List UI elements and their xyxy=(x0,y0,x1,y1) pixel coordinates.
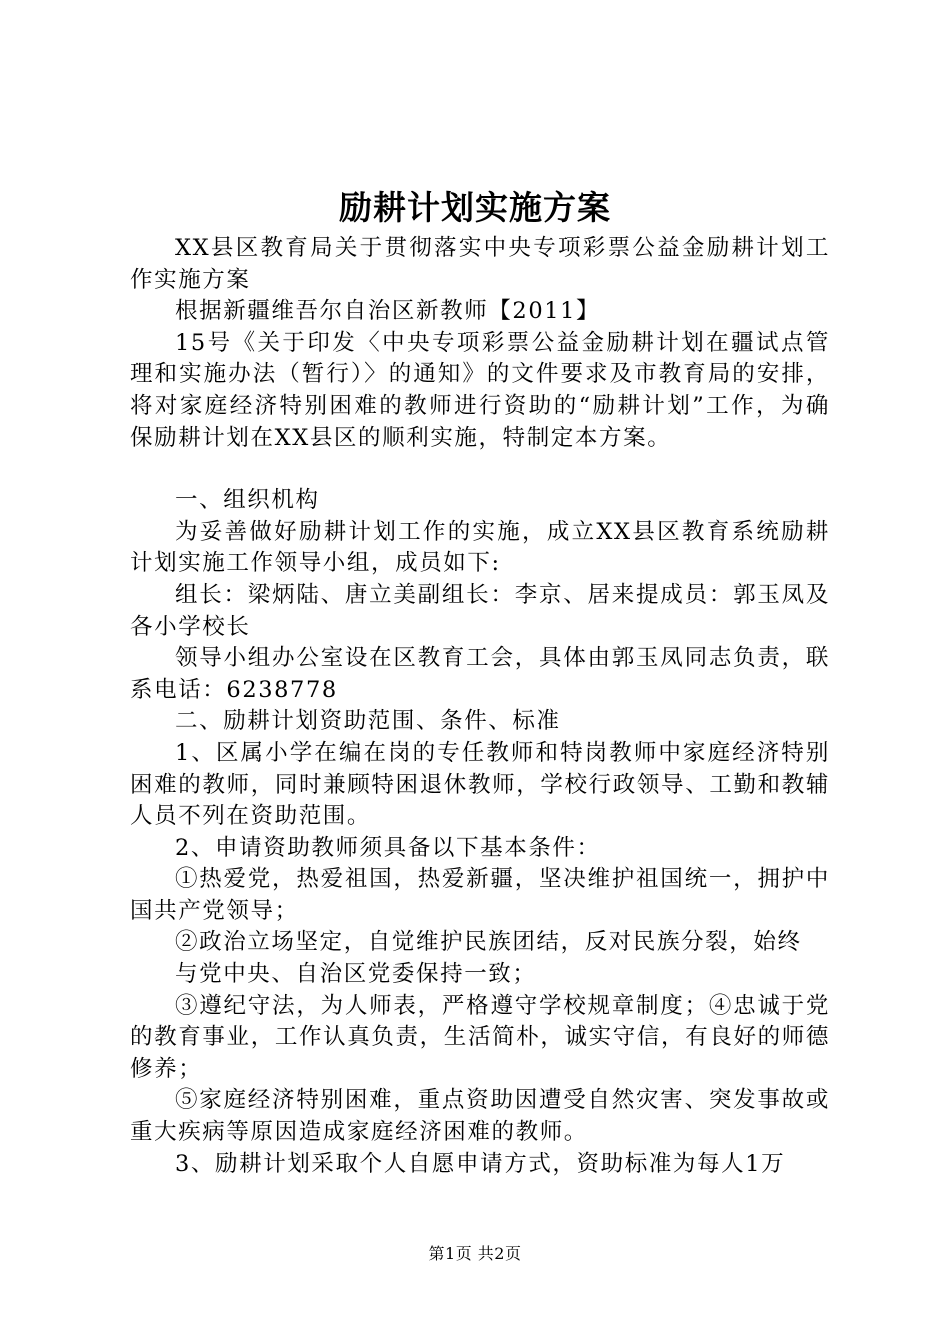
section-heading-scope: 二、励耕计划资助范围、条件、标准 xyxy=(175,708,561,735)
page-number-footer: 第1页 共2页 xyxy=(428,1244,522,1263)
paragraph-standard-3: 3、励耕计划采取个人自愿申请方式，资助标准为每人1万 xyxy=(175,1150,786,1177)
paragraph-condition-2: ②政治立场坚定，自觉维护民族团结，反对民族分裂，始终 xyxy=(175,929,802,956)
paragraph-scope-1: 1、区属小学在编在岗的专任教师和特岗教师中家庭经济特别困难的教师，同时兼顾特困退休教师，学校行政领导、工勤和教辅人员不列在资助范围。 xyxy=(130,739,830,830)
paragraph-group-members: 组长：梁炳陆、唐立美副组长：李京、居来提成员：郭玉凤及各小学校长 xyxy=(130,581,830,640)
paragraph-condition-1: ①热爱党，热爱祖国，热爱新疆，坚决维护祖国统一，拥护中国共产党领导； xyxy=(130,866,830,924)
document-body xyxy=(130,233,830,1180)
paragraph-conditions-2: 2、申请资助教师须具备以下基本条件： xyxy=(175,834,601,861)
paragraph-basis: 根据新疆维吾尔自治区新教师【2011】 xyxy=(175,298,601,325)
section-heading-organization: 一、组织机构 xyxy=(175,487,320,514)
paragraph-condition-5: ⑤家庭经济特别困难，重点资助因遭受自然灾害、突发事故或重大疾病等原因造成家庭经济困难的教师。 xyxy=(130,1087,830,1146)
paragraph-notice-reference: 15号《关于印发〈中央专项彩票公益金励耕计划在疆试点管理和实施办法（暂行）〉的通知》的文件要求及市教育局的安排，将对家庭经济特别困难的教师进行资助的“励耕计划”工作，为确保励耕计划在XX县区的顺利实施，特制定本方案。 xyxy=(130,329,830,451)
paragraph-heading-notice: XX县区教育局关于贯彻落实中央专项彩票公益金励耕计划工作实施方案 xyxy=(130,235,830,293)
paragraph-condition-3-4: ③遵纪守法，为人师表，严格遵守学校规章制度；④忠诚于党的教育事业，工作认真负责，生活简朴，诚实守信，有良好的师德修养； xyxy=(130,992,830,1082)
paragraph-leading-group: 为妥善做好励耕计划工作的实施，成立XX县区教育系统励耕计划实施工作领导小组，成员如下: xyxy=(130,518,830,577)
paragraph-office-contact: 领导小组办公室设在区教育工会，具体由郭玉凤同志负责，联系电话：6238778 xyxy=(130,645,830,703)
paragraph-condition-2-continued: 与党中央、自治区党委保持一致； xyxy=(175,961,537,988)
document-title: 励耕计划实施方案 xyxy=(339,188,611,227)
